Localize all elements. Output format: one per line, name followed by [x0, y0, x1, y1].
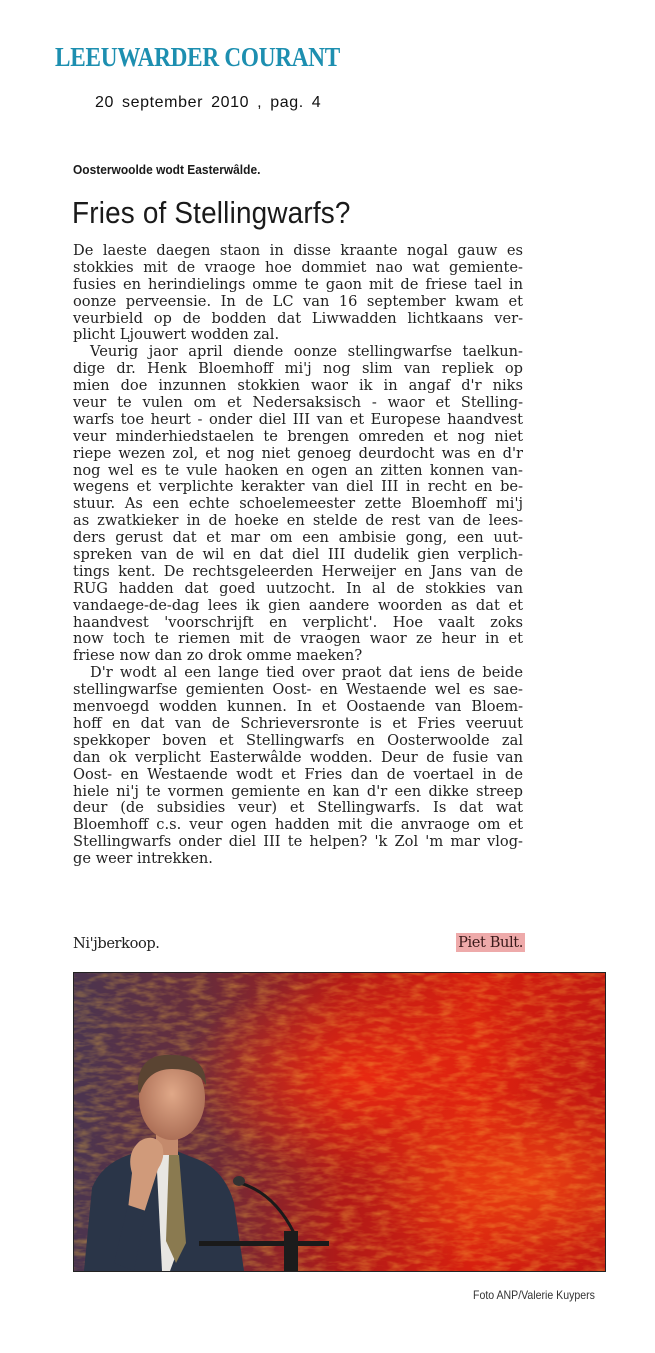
article-line: wegens et verplichte kerakter van diel III in recht en be- [73, 478, 523, 496]
article-line: tings kent. De rechtsgeleerden Herweijer en Jans van de [73, 562, 523, 580]
article-line: stellingwarfse gemienten Oost- en Westaende wel es sae- [73, 681, 523, 699]
article-line: menvoegd wodden kunnen. In et Oostaende van Bloem- [73, 698, 523, 716]
article-line: hiele ni'j te vormen gemiente en kan d'r een dikke streep [73, 782, 523, 800]
article-line: dige dr. Henk Bloemhoff mi'j nog slim van repliek op [73, 360, 523, 378]
article-photo [73, 972, 606, 1272]
article-line: vandaege-de-dag lees ik gien aandere woorden as dat et [73, 596, 523, 614]
article-kicker: Oosterwoolde wodt Easterwâlde. [73, 162, 261, 177]
article-line: stuur. As een echte schoelemeester zette Bloemhoff mi'j [73, 495, 523, 513]
author-name: Piet Bult. [458, 934, 523, 951]
article-line: ge weer intrekken. [73, 850, 213, 868]
article-line: nog wel es te vule haoken en ogen an zitten konnen van- [73, 461, 523, 479]
article-signoff [73, 935, 525, 955]
article-line: Stellingwarfs onder diel III te helpen? 'k Zol 'm mar vlog- [73, 833, 523, 851]
photo-credit: Foto ANP/Valerie Kuypers [473, 1288, 595, 1302]
article-line: spreken van de wil en dat diel III dudelik gien verplich- [73, 546, 523, 564]
article-line: veurbield op de bodden dat Liwwadden lichtkaans ver- [73, 309, 523, 327]
article-line: friese now dan zo drok omme maeken? [73, 647, 363, 665]
article-line: oonze perveensie. In de LC van 16 september kwam et [73, 292, 523, 310]
article-line: Oost- en Westaende wodt et Fries dan de voertael in de [73, 765, 523, 783]
article-line: plicht Ljouwert wodden zal. [73, 326, 280, 344]
article-line: haandvest 'voorschrijft en verplicht'. Hoe vaalt zoks [73, 613, 523, 631]
article-line: warfs toe heurt - onder diel III van et Europese haandvest [73, 410, 523, 428]
article-line: as zwatkieker in de hoeke en stelde de rest van de lees- [73, 512, 523, 530]
article-line: now toch te riemen mit de vraogen waor ze heur in et [73, 630, 523, 648]
article-line: veur te vulen om et Nedersaksisch - waor et Stelling- [73, 394, 523, 412]
article-line: RUG hadden dat goed uutzocht. In al de stokkies van [73, 579, 523, 597]
article-line: deur (de subsidies veur) et Stellingwarfs. Is dat wat [73, 799, 523, 817]
article-headline: Fries of Stellingwarfs? [72, 195, 351, 230]
article-line: De laeste daegen staon in disse kraante nogal gauw es [73, 242, 523, 259]
article-body [73, 243, 523, 868]
article-line: hoff en dat van de Schrieversronte is et Fries veeruut [73, 714, 523, 732]
article-line: riepe wezen zol, et nog niet genoeg deurdocht was en d'r [73, 444, 523, 462]
newspaper-masthead: LEEUWARDER COURANT [55, 42, 340, 72]
photo-image [74, 973, 605, 1271]
lectern [199, 1241, 329, 1246]
article-line: spekkoper boven et Stellingwarfs en Oosterwoolde zal [73, 731, 523, 749]
article-line: dan ok verplicht Easterwâlde wodden. Deur de fusie van [73, 748, 523, 766]
article-line: veur minderhiedstaelen te brengen omreden et nog niet [73, 427, 523, 445]
article-line: D'r wodt al een lange tied over praot dat iens de beide [90, 664, 523, 682]
article-line: ders gerust dat et mar om een ambisie gong, een uut- [73, 529, 523, 547]
article-line: mien doe inzunnen stokkien waor ik in angaf d'r niks [73, 377, 523, 395]
article-line: Veurig jaor april diende oonze stellingwarfse taelkun- [90, 343, 523, 361]
author-location: Ni'jberkoop. [73, 935, 160, 952]
article-line: stokkies mit de vraoge hoe dommiet nao wat gemiente- [73, 258, 523, 276]
article-line: fusies en herindielings omme te gaon mit de friese tael in [73, 275, 523, 293]
dateline: 20 september 2010 , pag. 4 [95, 94, 322, 111]
article-line: Bloemhoff c.s. veur ogen hadden mit die anvraoge om et [73, 816, 523, 834]
